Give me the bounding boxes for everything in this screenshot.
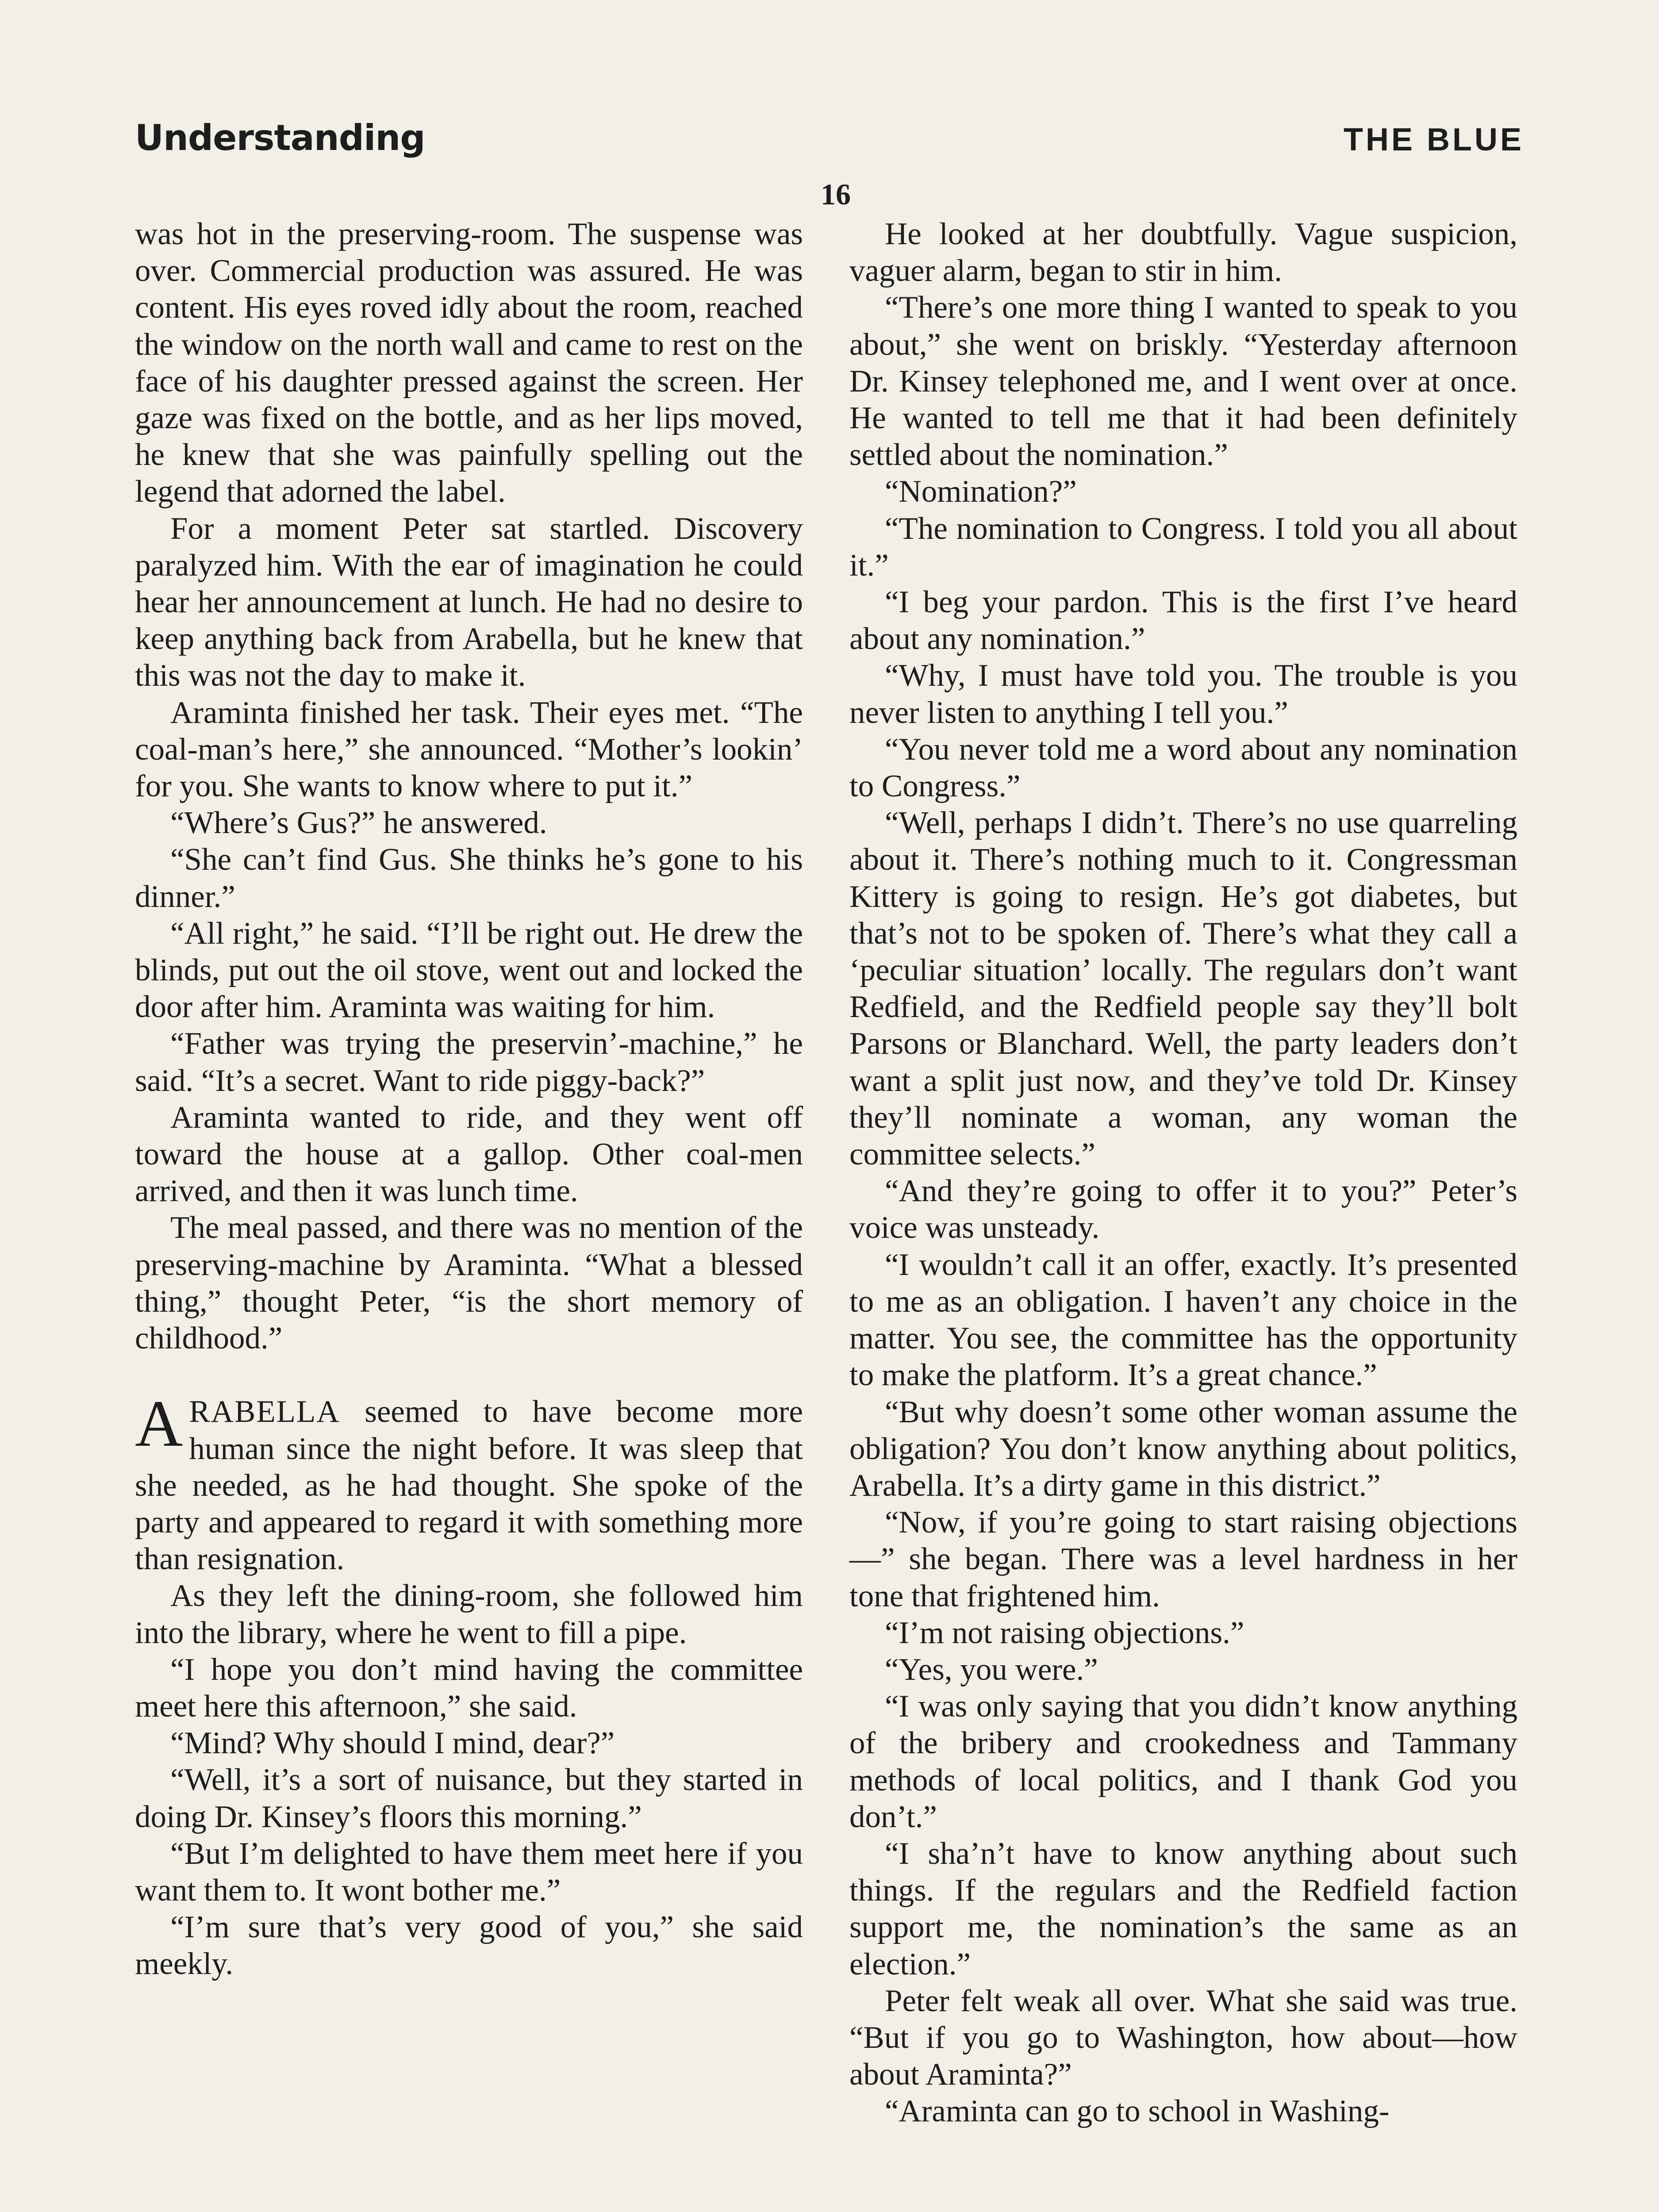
paragraph: “I beg your pardon. This is the first I’ve heard about any nomination.” [849, 585, 1517, 657]
page-number: 16 [821, 177, 851, 211]
running-head-magazine: THE BLUE [1344, 122, 1524, 157]
right-text-column [849, 216, 1517, 2130]
paragraph: “Yes, you were.” [885, 1652, 1098, 1687]
paragraph: “She can’t find Gus. She thinks he’s gone to his dinner.” [135, 842, 803, 914]
running-head-title: Understanding [135, 117, 425, 158]
section-opening-paragraph [135, 1387, 803, 1578]
paragraph: “But I’m delighted to have them meet here if you want them to. It wont bother me.” [135, 1836, 803, 1908]
paragraph: “Where’s Gus?” he answered. [170, 806, 547, 841]
paragraph: “All right,” he said. “I’ll be right out. He drew the blinds, put out the oil stove, went out and locked the door after him. Araminta was waiting for him. [135, 916, 803, 1025]
paragraph: “You never told me a word about any nomination to Congress.” [849, 732, 1517, 804]
paragraph: As they left the dining-room, she followed him into the library, where he went to fill a pipe. [135, 1578, 803, 1650]
paragraph: “I’m sure that’s very good of you,” she said meekly. [135, 1910, 803, 1982]
small-caps-word: RABELLA [189, 1394, 340, 1429]
paragraph: “Well, perhaps I didn’t. There’s no use quarreling about it. There’s nothing much to it. Congressman Kittery is going to resign. He’s got diabetes, but that’s not to be spoken of. There’s what they call a ‘peculiar situation’ locally. The regulars don’t want Redfield, and the Redfield people say they’ll bolt Parsons or Blanchard. Well, the party leaders don’t want a split just now, and they’ve told Dr. Kinsey they’ll nominate a woman, any woman the committee selects.” [849, 806, 1517, 1172]
paragraph: “The nomination to Congress. I told you all about it.” [849, 511, 1517, 583]
paragraph: Araminta finished her task. Their eyes met. “The coal-man’s here,” she announced. “Mother’s lookin’ for you. She wants to know where to put it.” [135, 695, 803, 804]
section-opening-text: seemed to have become more human since the night before. It was sleep that she needed, as he had thought. She spoke of the party and appeared to regard it with something more than resignation. [135, 1394, 803, 1577]
paragraph: The meal passed, and there was no mention of the preserving-machine by Araminta. “What a blessed thing,” thought Peter, “is the short memory of childhood.” [135, 1210, 803, 1356]
paragraph: He looked at her doubtfully. Vague suspicion, vaguer alarm, began to stir in him. [849, 217, 1517, 288]
paragraph: Peter felt weak all over. What she said was true. “But if you go to Washington, how about—how about Araminta?” [849, 1983, 1517, 2092]
paragraph: “Araminta can go to school in Washing- [885, 2094, 1390, 2129]
paragraph: “Father was trying the preservin’-machine,” he said. “It’s a secret. Want to ride piggy-back?” [135, 1026, 803, 1098]
paragraph: “Nomination?” [885, 474, 1077, 509]
left-text-column [135, 216, 803, 1983]
paragraph: “I hope you don’t mind having the committee meet here this afternoon,” she said. [135, 1652, 803, 1724]
paragraph: For a moment Peter sat startled. Discovery paralyzed him. With the ear of imagination he could hear her announcement at lunch. He had no desire to keep anything back from Arabella, but he knew that this was not the day to make it. [135, 511, 803, 693]
paragraph: “Why, I must have told you. The trouble is you never listen to anything I tell you.” [849, 658, 1517, 730]
paragraph: “I was only saying that you didn’t know anything of the bribery and crookedness and Tammany methods of local politics, and I thank God you don’t.” [849, 1689, 1517, 1834]
drop-cap: A [135, 1387, 183, 1461]
paragraph: “Mind? Why should I mind, dear?” [170, 1726, 615, 1761]
paragraph: “Well, it’s a sort of nuisance, but they started in doing Dr. Kinsey’s floors this morning.” [135, 1763, 803, 1834]
paragraph: “Now, if you’re going to start raising objections—” she began. There was a level hardness in her tone that frightened him. [849, 1505, 1517, 1613]
paragraph: Araminta wanted to ride, and they went off toward the house at a gallop. Other coal-men arrived, and then it was lunch time. [135, 1100, 803, 1209]
paragraph: “I sha’n’t have to know anything about such things. If the regulars and the Redfield faction support me, the nomination’s the same as an election.” [849, 1836, 1517, 1982]
paragraph: “But why doesn’t some other woman assume the obligation? You don’t know anything about politics, Arabella. It’s a dirty game in this district.” [849, 1394, 1517, 1503]
paragraph: “I’m not raising objections.” [885, 1615, 1244, 1650]
paragraph: “I wouldn’t call it an offer, exactly. It’s presented to me as an obligation. I haven’t any choice in the matter. You see, the committee has the opportunity to make the platform. It’s a great chance.” [849, 1247, 1517, 1393]
paragraph: was hot in the preserving-room. The suspense was over. Commercial production was assured. He was content. His eyes roved idly about the room, reached the window on the north wall and came to rest on the face of his daughter pressed against the screen. Her gaze was fixed on the bottle, and as her lips moved, he knew that she was painfully spelling out the legend that adorned the label. [135, 217, 803, 509]
paragraph: “There’s one more thing I wanted to speak to you about,” she went on briskly. “Yesterday afternoon Dr. Kinsey telephoned me, and I went over at once. He wanted to tell me that it had been definitely settled about the nomination.” [849, 290, 1517, 472]
paragraph: “And they’re going to offer it to you?” Peter’s voice was unsteady. [849, 1174, 1517, 1245]
